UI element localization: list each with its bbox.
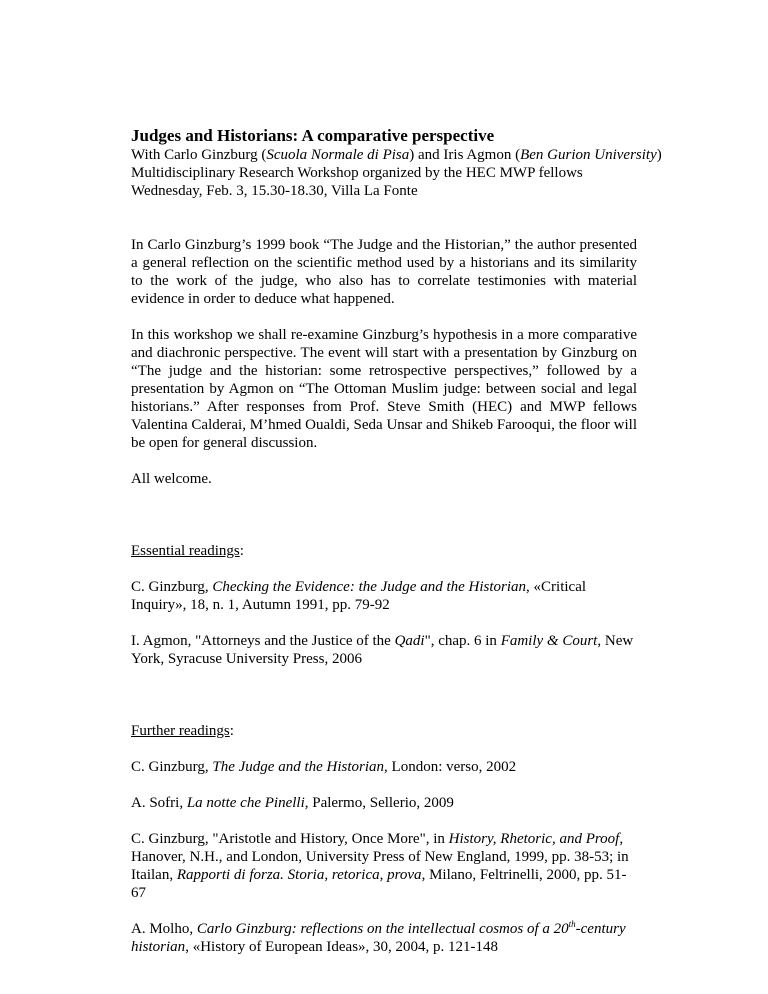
ref-text: , «Critical Inquiry», 18, n. 1, Autumn 1991, pp. 79-92 [131,579,587,613]
essential-readings-heading [131,542,637,560]
reference-item [131,632,637,668]
speakers-text: ) [656,147,662,163]
page-title: Judges and Historians: A comparative perspective [131,126,495,145]
ref-text: I. Agmon, "Attorneys and the Justice of the [131,633,395,649]
ref-text: C. Ginzburg, [131,759,213,775]
document-content [131,126,662,956]
speakers-line [131,146,662,164]
reference-item [131,830,637,902]
workshop-paragraph: In this workshop we shall re-examine Ginzburg’s hypothesis in a more comparative and diachronic perspective. The event will start with a presentation by Ginzburg on “The judge and the historian: some retrospective perspectives,” followed by a presentation by Agmon on “The Ottoman Muslim judge: between social and legal historians.” After responses from Prof. Steve Smith (HEC) and MWP fellows Valentina Calderai, M’hmed Oualdi, Seda Unsar and Shikeb Farooqui, the floor will be open for general discussion. [131,327,637,451]
ref-text: Palermo, Sellerio, 2009 [308,795,454,811]
speaker-affiliation: Scuola Normale di Pisa [266,147,410,163]
heading-text: Further readings [131,723,230,739]
ref-text: A. Sofri [131,795,180,811]
ref-text: C. Ginzburg, "Aristotle and History, Once More", in [131,831,449,847]
heading-colon: : [239,543,244,559]
ref-text: , «History of European Ideas», 30, 2004, p. 121-148 [185,939,499,955]
ref-title: Qadi [394,633,425,649]
ref-text: , Hanover, N.H., and London, University Press of New England, 1999, pp. 38-53; in Itailan, [131,831,629,883]
speaker-affiliation: Ben Gurion University [520,147,657,163]
ref-title: Family & Court [500,633,598,649]
heading-colon: : [229,723,234,739]
ref-title: Rapporti di forza. Storia, retorica, prova [176,867,422,883]
intro-paragraph: In Carlo Ginzburg’s 1999 book “The Judge and the Historian,” the author presented a general reflection on the scientific method used by a historians and its similarity to the work of the judge, who also has to correlate testimonies with material evidence in order to deduce what happened. [131,237,637,307]
speakers-text: With Carlo Ginzburg ( [131,147,267,163]
ref-text: A. Molho, [131,921,197,937]
speakers-text: ) and Iris Agmon ( [409,147,521,163]
ref-text: , New York, Syracuse University Press, 2006 [131,633,634,667]
ref-title: The Judge and the Historian [212,759,385,775]
ref-title: History, Rhetoric, and Proof [448,831,620,847]
heading-text: Essential readings [131,543,240,559]
ref-text: , London: verso, 2002 [384,759,517,775]
ref-title: , La notte che Pinelli, [179,795,309,811]
ref-text: C. Ginzburg [131,579,205,595]
reference-item [131,794,637,812]
reference-item [131,920,637,956]
organizer-line: Multidisciplinary Research Workshop organized by the HEC MWP fellows [131,165,583,181]
ref-title-part: -century historian [131,921,626,955]
reference-item [131,758,637,776]
ref-title-part: Carlo Ginzburg: reflections on the intellectual cosmos of a 20 [196,921,569,937]
ref-text: ", chap. 6 in [424,633,501,649]
datetime-line: Wednesday, Feb. 3, 15.30-18.30, Villa La Fonte [131,183,418,199]
ref-title: , Checking the Evidence: the Judge and the Historian [204,579,527,595]
welcome-paragraph: All welcome. [131,471,212,487]
superscript: th [568,919,576,929]
further-readings-heading [131,722,637,740]
reference-item [131,578,637,614]
ref-text: , Milano, Feltrinelli, 2000, pp. 51-67 [131,867,627,901]
